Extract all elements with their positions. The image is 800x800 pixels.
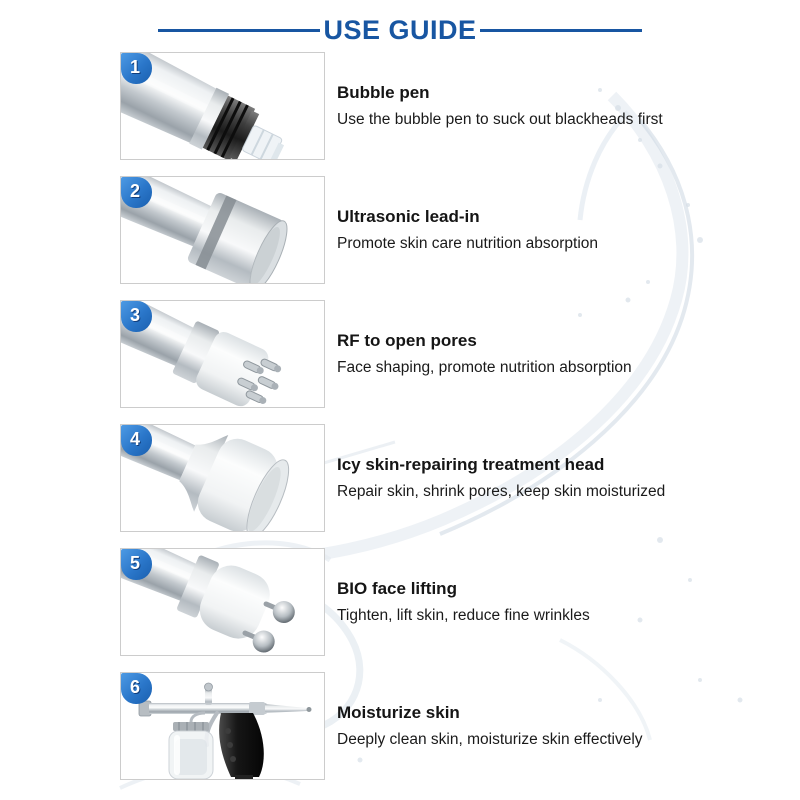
- page-title: USE GUIDE: [323, 15, 477, 45]
- guide-row-icy-head: [120, 424, 800, 532]
- product-image-frame: [120, 176, 325, 284]
- step-text: [337, 331, 632, 377]
- title-line-left: [158, 29, 320, 32]
- step-number: 2: [129, 181, 140, 201]
- step-heading: Bubble pen: [337, 83, 430, 103]
- page-header: [0, 0, 800, 52]
- step-number-badge: [121, 549, 152, 580]
- step-description: Deeply clean skin, moisturize skin effectively: [337, 730, 643, 748]
- step-number: 5: [129, 553, 140, 573]
- guide-row-ultrasonic: [120, 176, 800, 284]
- step-number-badge: [121, 425, 152, 456]
- step-number: 6: [129, 677, 140, 697]
- guide-row-bio: [120, 548, 800, 656]
- product-image-frame: [120, 424, 325, 532]
- step-heading: Ultrasonic lead-in: [337, 207, 480, 227]
- step-heading: RF to open pores: [337, 331, 477, 351]
- step-description: Promote skin care nutrition absorption: [337, 234, 599, 252]
- guide-rows: [120, 52, 800, 780]
- step-number-badge: [121, 177, 152, 208]
- step-text: [337, 83, 663, 129]
- title-line-right: [480, 29, 642, 32]
- step-heading: Icy skin-repairing treatment head: [337, 455, 605, 475]
- step-text: [337, 207, 598, 253]
- guide-row-rf: [120, 300, 800, 408]
- step-number-badge: [121, 301, 152, 332]
- step-heading: Moisturize skin: [337, 703, 460, 723]
- step-heading: BIO face lifting: [337, 579, 457, 599]
- guide-row-spray-gun: [120, 672, 800, 780]
- guide-row-bubble-pen: [120, 52, 800, 160]
- step-text: [337, 455, 665, 501]
- step-description: Tighten, lift skin, reduce fine wrinkles: [337, 606, 590, 624]
- step-number: 4: [129, 429, 140, 449]
- step-text: [337, 579, 590, 625]
- product-image-frame: [120, 672, 325, 780]
- product-image-frame: [120, 548, 325, 656]
- step-description: Face shaping, promote nutrition absorption: [337, 358, 632, 376]
- step-number: 3: [129, 305, 140, 325]
- step-number-badge: [121, 673, 152, 704]
- step-number: 1: [129, 57, 140, 77]
- product-image-frame: [120, 52, 325, 160]
- product-image-frame: [120, 300, 325, 408]
- step-description: Use the bubble pen to suck out blackheads first: [337, 110, 663, 128]
- step-description: Repair skin, shrink pores, keep skin moisturized: [337, 482, 666, 500]
- step-number-badge: [121, 53, 152, 84]
- step-text: [337, 703, 643, 749]
